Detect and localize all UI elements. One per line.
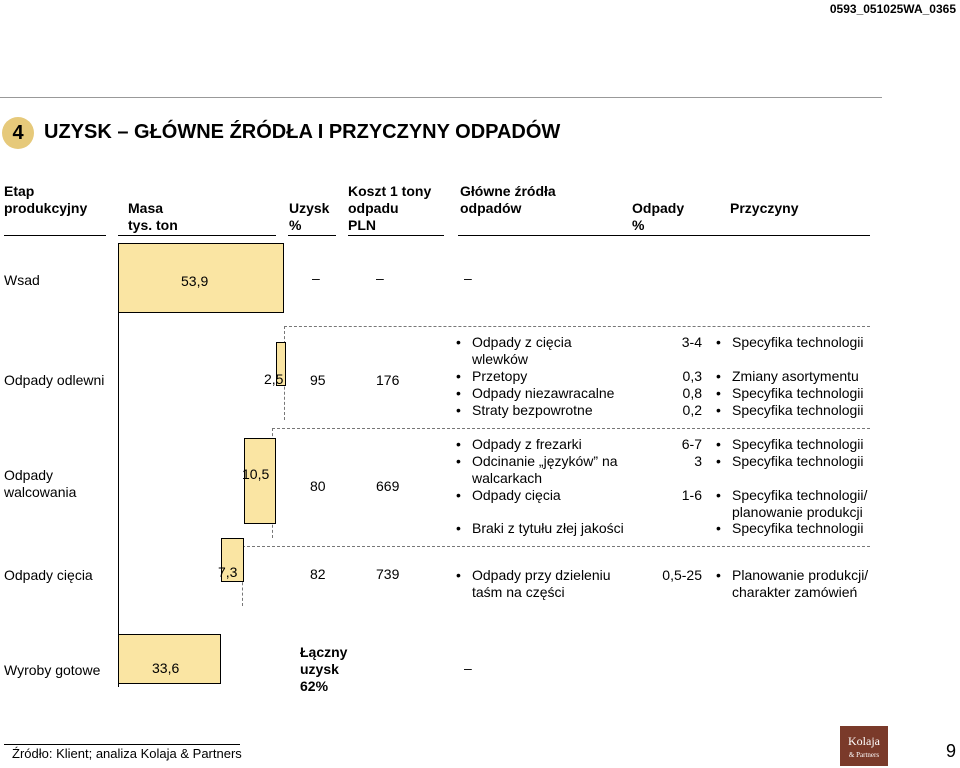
cause-item: • Specyfika technologii xyxy=(716,402,864,418)
value-label-walcowania: 10,5 xyxy=(242,466,270,482)
pct-ciecia: 0,5-25 xyxy=(662,567,702,583)
row-label-ciecia: Odpady cięcia xyxy=(4,567,93,583)
cause-item: • Specyfika technologii xyxy=(716,385,864,401)
koszt-walcowania: 669 xyxy=(376,478,400,494)
cause-item: • Specyfika technologii/ xyxy=(716,487,868,503)
cause-item: • Specyfika technologii xyxy=(716,334,864,350)
header-odpady: Odpady % xyxy=(632,200,685,233)
uzysk-ciecia: 82 xyxy=(310,566,326,582)
source-note: Źródło: Klient; analiza Kolaja & Partners xyxy=(12,746,242,761)
list-item-continuation: wlewków xyxy=(472,351,529,367)
list-item: • Odpady z cięcia xyxy=(456,334,572,350)
cause-item: • Specyfika technologii xyxy=(716,436,864,452)
pct-walcowania-0: 6-7 xyxy=(681,436,702,452)
header-przyczyny: Przyczyny xyxy=(730,200,799,216)
list-item-continuation: taśm na części xyxy=(472,584,565,600)
row-label-wsad: Wsad xyxy=(4,272,40,288)
header-underline-uzysk xyxy=(288,235,336,236)
pct-walcowania-3: 1-6 xyxy=(681,487,702,503)
list-item-continuation: walcarkach xyxy=(472,470,543,486)
page-number: 9 xyxy=(946,741,957,761)
list-item: • Straty bezpowrotne xyxy=(456,402,593,418)
cause-item: • Specyfika technologii xyxy=(716,453,864,469)
cause-item: • Planowanie produkcji/ xyxy=(716,567,869,583)
header-glowne-zrodla: Główne źródła odpadów xyxy=(460,183,556,216)
list-item: • Odpady z frezarki xyxy=(456,436,582,452)
list-item: • Odpady niezawracalne xyxy=(456,385,615,401)
value-label-wsad: 53,9 xyxy=(181,273,209,289)
cause-item: • Specyfika technologii xyxy=(716,520,864,536)
total-yield: Łączny uzysk 62% xyxy=(300,644,348,694)
pct-odlewni-2: 0,3 xyxy=(682,368,702,384)
header-underline-zrodla xyxy=(458,235,870,236)
pct-walcowania-1: 3 xyxy=(694,453,702,469)
uzysk-wsad: – xyxy=(312,270,320,286)
cause-item: • Zmiany asortymentu xyxy=(716,368,859,384)
header-underline-koszt xyxy=(348,235,444,236)
value-label-wyroby-gotowe: 33,6 xyxy=(152,660,180,676)
row-label-wyroby-gotowe: Wyroby gotowe xyxy=(4,662,101,678)
zrodla-wyroby-gotowe: – xyxy=(464,660,472,676)
list-item: • Przetopy xyxy=(456,368,528,384)
cause-item-continuation: planowanie produkcji xyxy=(732,504,863,520)
uzysk-walcowania: 80 xyxy=(310,478,326,494)
top-divider xyxy=(0,97,882,98)
page-title: UZYSK – GŁÓWNE ŹRÓDŁA I PRZYCZYNY ODPADÓW xyxy=(44,121,561,143)
bar-wyroby-gotowe xyxy=(118,634,221,684)
pct-odlewni-0: 3-4 xyxy=(681,334,702,350)
uzysk-odlewni: 95 xyxy=(310,372,326,388)
pct-odlewni-3: 0,8 xyxy=(682,385,702,401)
koszt-ciecia: 739 xyxy=(376,566,400,582)
header-masa: Masa tys. ton xyxy=(128,200,178,233)
list-item: • Odpady przy dzieleniu xyxy=(456,567,611,583)
pct-odlewni-4: 0,2 xyxy=(682,402,702,418)
koszt-odlewni: 176 xyxy=(376,372,400,388)
document-id: 0593_051025WA_0365 xyxy=(829,2,956,16)
list-item: • Odpady cięcia xyxy=(456,487,561,503)
kolaja-partners-logo: Kolaja & Partners xyxy=(840,726,888,766)
cause-item-continuation: charakter zamówień xyxy=(732,584,858,600)
header-underline-masa xyxy=(118,235,276,236)
header-etap: Etap produkcyjny xyxy=(4,183,88,216)
list-item: • Odcinanie „języków” na xyxy=(456,453,618,469)
value-label-ciecia: 7,3 xyxy=(218,564,238,580)
separator-walcowania xyxy=(272,428,870,429)
row-label-walcowania: Odpady walcowania xyxy=(4,467,77,500)
value-label-odlewni: 2,5 xyxy=(264,371,284,387)
section-number-badge: 4 xyxy=(2,117,34,149)
header-koszt: Koszt 1 tony odpadu PLN xyxy=(348,183,432,233)
header-uzysk: Uzysk % xyxy=(289,200,330,233)
zrodla-wsad: – xyxy=(464,270,472,286)
row-label-odlewni: Odpady odlewni xyxy=(4,372,105,388)
list-item: • Braki z tytułu złej jakości xyxy=(456,520,624,536)
separator-ciecia xyxy=(242,546,870,547)
header-underline-etap xyxy=(4,235,106,236)
separator-odlewni xyxy=(284,326,870,327)
footer-rule xyxy=(4,744,240,745)
koszt-wsad: – xyxy=(376,270,384,286)
